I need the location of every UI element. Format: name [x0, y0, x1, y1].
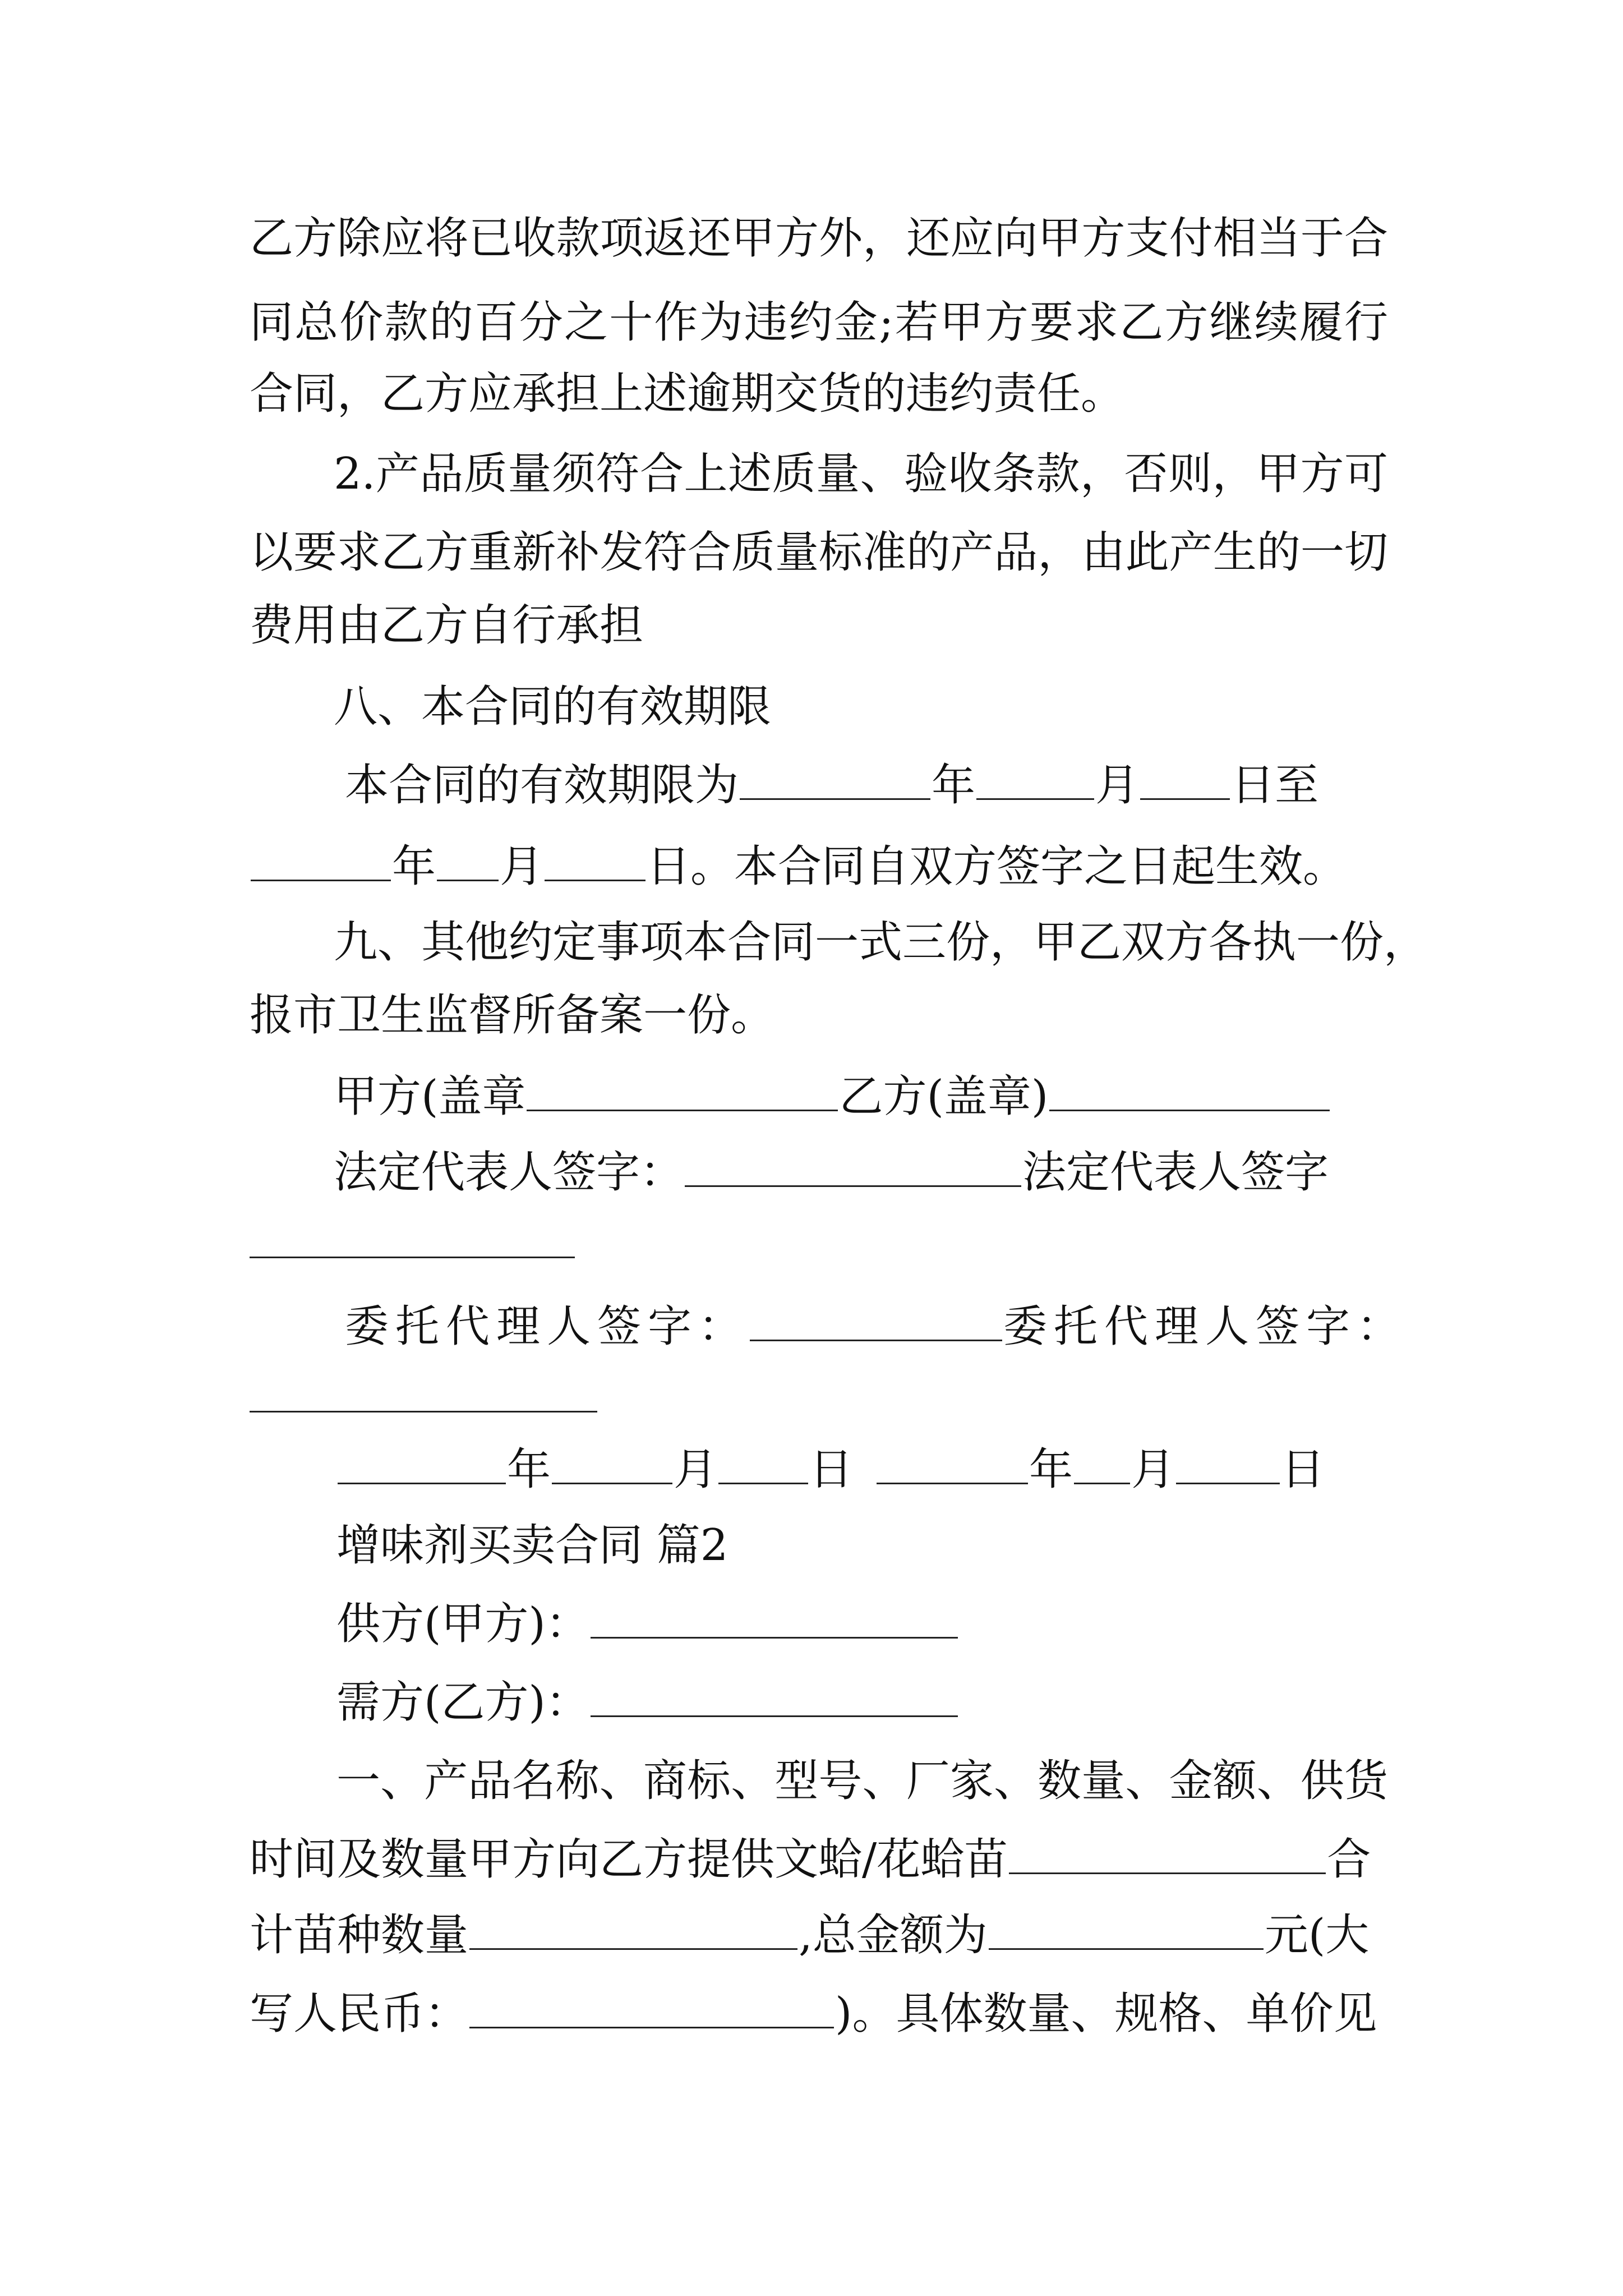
paragraph-line: 费用由乙方自行承担 [250, 600, 644, 651]
party-b-seal-label: 乙方(盖章) [839, 1071, 1049, 1122]
paragraph-line: 九、其他约定事项本合同一式三份，甲乙双方各执一份， [334, 917, 1428, 968]
product-line [250, 1832, 1388, 1888]
rmb-text-end: )。具体数量、规格、单价见 [835, 1989, 1377, 2039]
validity-text: 本合同的有效期限为 [345, 760, 739, 811]
blank-field [989, 1909, 1264, 1950]
seal-line [334, 1069, 1472, 1125]
month-label: 月 [1095, 760, 1140, 811]
blank-field [1140, 759, 1230, 800]
blank-field [1074, 1443, 1130, 1484]
blank-field [552, 1443, 672, 1484]
signature-blank [250, 1411, 597, 1412]
blank-field [1009, 1833, 1326, 1874]
blank-field [545, 840, 645, 881]
paragraph-line: 乙方除应将已收款项返还甲方外，还应向甲方支付相当于合 [250, 213, 1388, 264]
blank-field [469, 1987, 834, 2028]
blank-field [251, 840, 391, 881]
month-label: 月 [500, 841, 544, 892]
month-label: 月 [674, 1444, 718, 1495]
blank-field [740, 759, 930, 800]
party-a-agent-label: 委托代理人签字： [345, 1301, 749, 1352]
blank-field [437, 840, 499, 881]
paragraph-line: 合同，乙方应承担上述逾期交货的违约责任。 [250, 369, 1125, 419]
paragraph-line: 报市卫生监督所备案一份。 [250, 990, 775, 1041]
year-label: 年 [932, 760, 976, 811]
party-a-seal-label: 甲方(盖章 [334, 1071, 526, 1122]
total-amount-label: ,总金额为 [799, 1910, 988, 1961]
party-b-legal-rep-label: 法定代表人签字 [1022, 1147, 1329, 1198]
blank-field [877, 1443, 1028, 1484]
blank-field [338, 1443, 506, 1484]
day-label: 日至 [1231, 760, 1319, 811]
validity-line-2 [250, 839, 1388, 895]
month-label: 月 [1131, 1444, 1175, 1495]
signature-blank [250, 1257, 575, 1258]
legal-rep-line [334, 1144, 1472, 1200]
buyer-line [336, 1674, 1475, 1731]
paragraph-line: 以要求乙方重新补发符合质量标准的产品，由此产生的一切 [250, 527, 1388, 578]
validity-line [345, 757, 1388, 813]
blank-field [976, 759, 1094, 800]
year-label: 年 [507, 1444, 551, 1495]
year-label: 年 [1029, 1444, 1073, 1495]
contract-title: 增味剂买卖合同 篇2 [336, 1520, 728, 1571]
signing-date-line [336, 1442, 1475, 1498]
blank-field [718, 1443, 808, 1484]
product-text-end: 合 [1327, 1834, 1371, 1885]
party-b-agent-label: 委托代理人签字： [1003, 1301, 1408, 1352]
blank-field [1176, 1443, 1280, 1484]
year-label: 年 [392, 841, 436, 892]
paragraph-line: 2.产品质量须符合上述质量、验收条款，否则，甲方可 [334, 449, 1388, 499]
currency-label: 元(大 [1264, 1910, 1370, 1961]
blank-field [527, 1070, 838, 1111]
paragraph-line: 同总价款的百分之十作为违约金;若甲方要求乙方继续履行 [250, 297, 1388, 348]
supplier-line [336, 1596, 1475, 1652]
blank-field [685, 1146, 1021, 1187]
party-a-legal-rep-label: 法定代表人签字： [334, 1147, 684, 1198]
blank-field [1049, 1070, 1330, 1111]
product-text: 时间及数量甲方向乙方提供文蛤/花蛤苗 [250, 1834, 1008, 1885]
effective-text: 日。本合同自双方签字之日起生效。 [647, 841, 1347, 892]
buyer-label: 需方(乙方)： [336, 1677, 589, 1728]
blank-field [591, 1598, 958, 1639]
agent-line [345, 1299, 1483, 1355]
section-heading: 八、本合同的有效期限 [334, 682, 772, 732]
rmb-line [250, 1986, 1388, 2042]
paragraph-line: 一、产品名称、商标、型号、厂家、数量、金额、供货 [336, 1756, 1388, 1806]
blank-field [750, 1300, 1002, 1341]
quantity-line [250, 1907, 1388, 1963]
day-label: 日 [809, 1444, 854, 1495]
quantity-label: 计苗种数量 [250, 1910, 469, 1961]
blank-field [591, 1676, 958, 1717]
supplier-label: 供方(甲方)： [336, 1599, 589, 1649]
day-label: 日 [1281, 1444, 1325, 1495]
rmb-label: 写人民币： [250, 1989, 469, 2039]
blank-field [469, 1909, 797, 1950]
